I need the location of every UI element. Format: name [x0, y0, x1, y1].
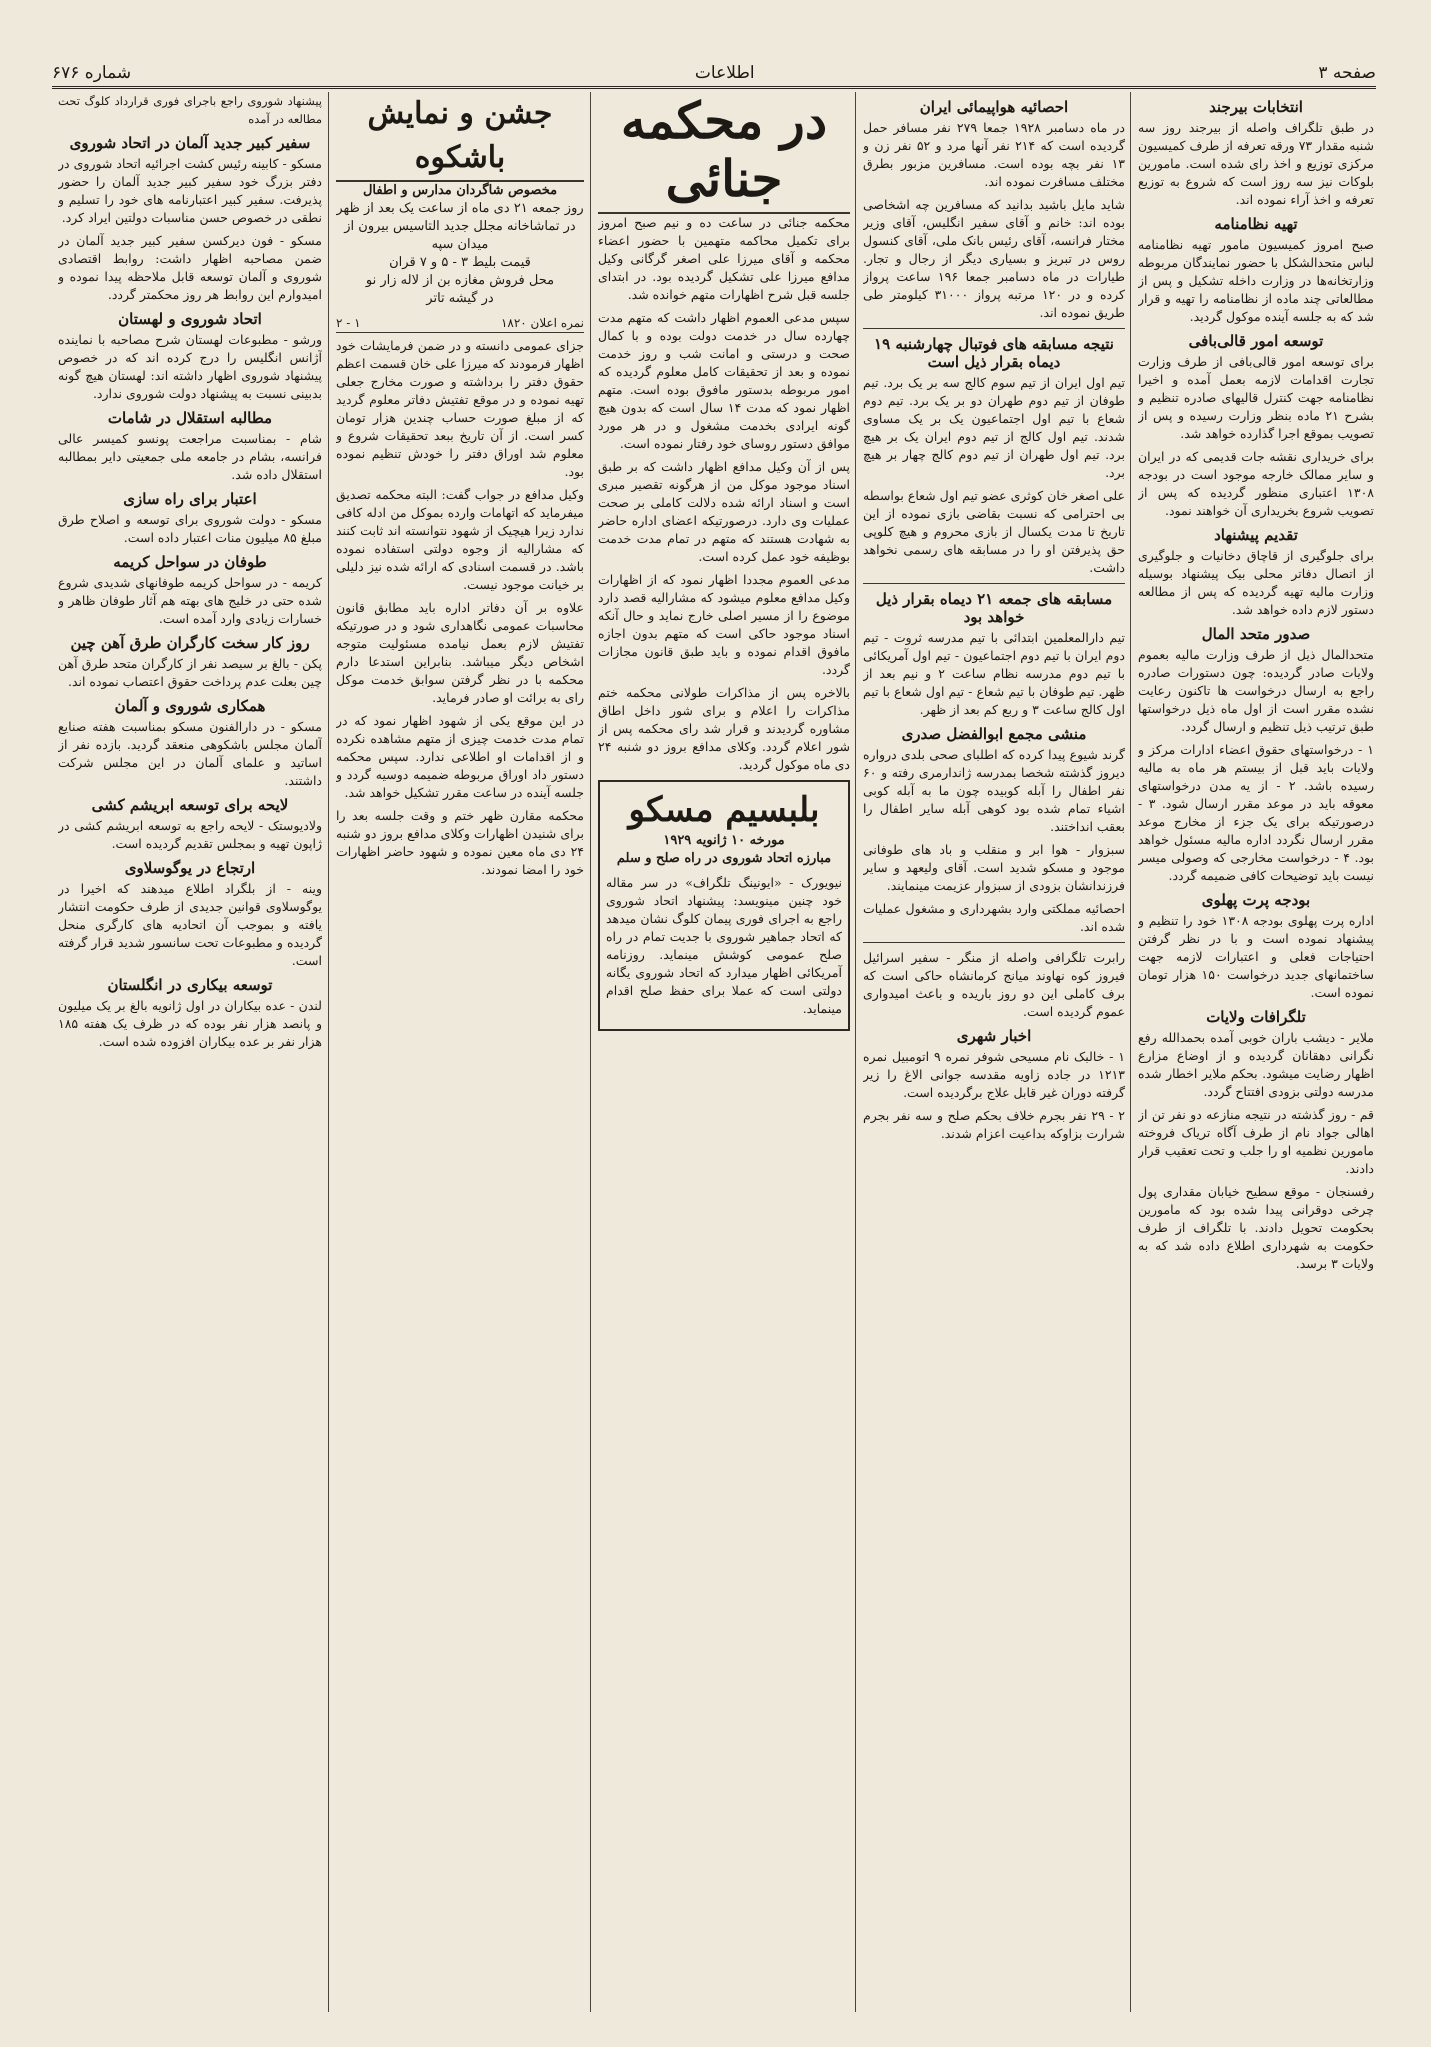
headline: همکاری شوروی و آلمان — [114, 697, 266, 715]
article-text: علاوه بر آن دفاتر اداره باید مطابق قانون محاسبات عمومی نگاهداری شود و در صورتیکه تفتیش لازم بعمل نیامده مسئولیت متوجه اشخاص دیگر میباشد. بنابراین استدعا دارم محکمه با در نظر گرفتن سوابق خدمت موکل رای به برائت او صادر فرماید. — [336, 600, 584, 705]
article-text: مسکو - در دارالفنون مسکو بمناسبت هفته صنایع آلمان مجلس باشکوهی منعقد گردید. بازده نفر از اساتید و علمای آلمان در این مجلس شرکت داشتند. — [58, 719, 322, 788]
newspaper-name: اطلاعات — [694, 63, 755, 83]
article-text: وکیل مدافع در جواب گفت: البته محکمه تصدیق میفرماید که اتهامات وارده بموکل من ادله کافی ندارد زیرا هیچیک از شهود نتوانسته اند ثابت کنند که مشارالیه از وجوه دولتی استفاده نموده باشد. در قسمت اسنادی که ارائه شده نیز دلیلی بر خیانت موجود نیست. — [336, 487, 584, 592]
box-headline: بلبسیم مسکو — [628, 790, 820, 830]
article-text: پس از آن وکیل مدافع اظهار داشت که بر طبق اسناد موجود موکل من از هرگونه تقصیر مبری است و اسناد ارائه شده دلالت کاملی بر صحت عملیات وی دارد. درصورتیکه اعضای اداره حاضر به شهادت هستند که متهم در تمام مدت خدمت بوظیفه خود عمل کرده است. — [598, 459, 850, 564]
ad-headline: جشن و نمایش باشکوه — [336, 92, 584, 182]
article-text: ۱ - درخواستهای حقوق اعضاء ادارات مرکز و ولایات باید قبل از بیستم هر ماه به مالیه رسیده باشد. ۲ - از یه مدن درخواستهای معوقه باید در موعد مقرر ارسال شود. ۳ - درصورتیکه برای یک جزء از مخارج موعد مقرر ارسال نگردد اداره مالیه مسئول خواهد بود. ۴ - درخواست مخارجی که وصولی میسر نیست باید توضیحات کافی ضمیمه گردد. — [1138, 742, 1374, 883]
ad-line: مخصوص شاگردان مدارس و اطفال — [362, 183, 558, 198]
article-text: سپس مدعی العموم اظهار داشت که متهم مدت چهارده سال در خدمت دولت بوده و با کمال صحت و درستی و امانت شب و روز خدمت نموده و بعد از تحقیقات کامل معلوم گردیده که امور مربوطه بدستور مافوق بوده است. متهم اظهار نمود که مدت ۱۴ سال است که بدون هیچ گونه ایرادی بخدمت مشغول و در هر مورد موافق دستور روسای خود رفتار نموده است. — [598, 310, 850, 451]
article-text: شاید مایل باشید بدانید که مسافرین چه اشخاصی بوده اند: خانم و آقای سفیر انگلیس، آقای وزیر مختار فرانسه، آقای رئیس بانک ملی، آقای کنسول روس در تبریز و بسیاری دیگر از رجال و تجار. طیارات در ماه دسامبر جمعا ۱۹۶ ساعت پرواز کرده و در ۱۲۰ مرتبه پرواز ۳۱۰۰۰ کیلومتر طی طریق نموده اند. — [863, 197, 1125, 320]
headline: طوفان در سواحل کریمه — [113, 553, 267, 571]
column-2 — [863, 92, 1125, 2017]
issue-number: شماره ۶۷۶ — [52, 63, 132, 83]
divider — [863, 583, 1125, 584]
headline: توسعه بیکاری در انگلستان — [107, 976, 273, 994]
headline: اعتبار برای راه سازی — [123, 490, 257, 508]
article-text: محکمه جنائی در ساعت ده و نیم صبح امروز برای تکمیل محاکمه متهمین با حضور اعضاء محکمه و آقای میرزا علی اصغر گرگانی وکیل مدافع میرزا علی تشکیل گردیده بود. در ابتدای جلسه قبل شرح اظهارات متهم خوانده شد. — [598, 215, 850, 302]
column-rule — [855, 92, 856, 2012]
headline: ارتجاع در یوگوسلاوی — [124, 859, 256, 877]
article-text: علی اصغر خان کوثری عضو تیم اول شعاع بواسطه بی احترامی که نسبت بقاضی بازی نموده از این تاریخ تا مدت یکسال از بازی محروم و هیچ کلوپی حق پذیرفتن او را در مسابقه های رسمی نخواهد داشت. — [863, 488, 1125, 575]
article-text: شام - بمناسبت مراجعت پونسو کمیسر عالی فرانسه، بشام در جامعه ملی جمعیتی دایر بمطالبه استقلال داده شد. — [58, 431, 322, 482]
page-label: صفحه ۳ — [1318, 63, 1376, 83]
column-4 — [336, 92, 584, 2017]
article-text: گرند شیوع پیدا کرده که اطلبای صحی بلدی درواره دیروز گذشته شخصا بمدرسه ژاندارمری رفته و ۶۰ نفر اطفال را آبله کوبیده چون ما به آبله کوبی اشیاء تمام شده بود کوهی آبله سایر اطفال را بعقب انداختند. — [863, 747, 1125, 834]
column-rule — [590, 92, 591, 2012]
masthead — [52, 60, 1376, 89]
headline: بودجه پرت پهلوی — [1201, 891, 1311, 909]
headline: انتخابات بیرجند — [1209, 98, 1303, 116]
article-text: متحدالمال ذیل از طرف وزارت مالیه بعموم ولایات صادر گردیده: چون دستورات صادره راجع به ارسال درخواست ها تاکنون رعایت نشده مقرر است از اول ماه ذیل درخواستها طبق ترتیب ذیل تنظیم و ارسال گردد. — [1138, 647, 1374, 734]
article-text: لندن - عده بیکاران در اول ژانویه بالغ بر یک میلیون و پانصد هزار نفر بوده که در ظرف یک هفته ۱۸۵ هزار نفر بر عده بیکاران افزوده شده است. — [58, 998, 322, 1049]
article-text: وینه - از بلگراد اطلاع میدهند که اخیرا در یوگوسلاوی قوانین جدیدی از طرف حکومت انتشار یافته و بموجب آن اتحادیه های کارگری منحل گردیده و مطبوعات تحت سانسور شدید قرار گرفته است. — [58, 881, 322, 968]
column-3 — [598, 92, 850, 2017]
news-box — [598, 780, 850, 1031]
article-text: مسکو - دولت شوروی برای توسعه و اصلاح طرق مبلغ ۸۵ میلیون منات اعتبار داده است. — [58, 512, 322, 545]
headline: نتیجه مسابقه های فوتبال چهارشنبه ۱۹ دیماه بقرار ذیل است — [874, 335, 1114, 371]
headline: لایحه برای توسعه ابریشم کشی — [91, 796, 289, 814]
article-text: در ماه دسامبر ۱۹۲۸ جمعا ۲۷۹ نفر مسافر حمل گردیده است که ۲۱۴ نفر آنها مرد و ۵۲ نفر زن و ۱۳ نفر بچه بوده است. مسافرین مزبور بطرق مختلف مسافرت نموده اند. — [863, 120, 1125, 189]
column-1 — [1138, 92, 1374, 2017]
column-rule — [328, 92, 329, 2012]
ad-number: نمره اعلان ۱۸۲۰ — [500, 316, 584, 330]
article-text: برای توسعه امور قالی‌بافی از طرف وزارت تجارت اقدامات لازمه بعمل آمده و اخیرا نظامنامه جهت کنترل قالیهای صادره تنظیم و بشرح ۲۱ ماده بنظر وزارت رسیده و پس از تصویب بموقع اجرا گذارده خواهد شد. — [1138, 354, 1374, 441]
headline: صدور متحد المال — [1201, 625, 1311, 643]
article-text: پیشنهاد شوروی راجع باجرای فوری قرارداد کلوگ تحت مطالعه در آمده — [58, 94, 322, 126]
article-text: در طبق تلگراف واصله از بیرجند روز سه شنبه مقدار ۷۳ ورقه تعرفه از طرف کمیسیون مرکزی توزیع و اخذ رای شده است. مامورین بلوکات نیز سه روز است که شروع به توزیع تعرفه و اخذ آراء نموده اند. — [1138, 120, 1374, 207]
article-text: محکمه مقارن ظهر ختم و وقت جلسه بعد را برای شنیدن اظهارات وکلای مدافع بروز دو شنبه ۲۴ دی ماه معین نموده و شهود حاضر اظهارات خود را امضا نمودند. — [336, 808, 584, 877]
article-text: کریمه - در سواحل کریمه طوفانهای شدیدی شروع شده حتی در خلیج های بهته هم آثار طوفان ظاهر و خسارات زیادی وارد آمده است. — [58, 575, 322, 626]
article-text: در این موقع یکی از شهود اظهار نمود که در تمام مدت خدمت چیزی از متهم مشاهده نکرده و از اقدامات او اطلاعی ندارد. سپس محکمه دستور داد اوراق مربوطه ضمیمه دوسیه گردد و جلسه آینده در ساعت مقرر تشکیل خواهد شد. — [336, 713, 584, 800]
headline: مسابقه های جمعه ۲۱ دیماه بقرار ذیل خواهد بود — [875, 590, 1113, 626]
ad-footer — [336, 314, 584, 333]
article-text: ۲ - ۲۹ نفر بجرم خلاف بحکم صلح و سه نفر بجرم شرارت بزاوکه بداعیت اعزام شدند. — [863, 1108, 1125, 1141]
article-text: مسکو - کابینه رئیس کشت اجرائیه اتحاد شوروی در دفتر بزرگ خود سفیر کبیر جدید آلمان را حضور پذیرفت. سفیر کبیر اعتبارنامه های خود را تسلیم و نطقی در خصوص حسن مناسبات دولتین ایراد کرد. — [58, 156, 322, 225]
article-text: نیویورک - «ایونینگ تلگراف» در سر مقاله خود چنین مینویسد: پیشنهاد اتحاد شوروی راجع به اجرای فوری پیمان کلوگ نشان میدهد که اتحاد جماهیر شوروی با جدیت تمام در راه صلح عمومی کوشش مینماید. روزنامه آمریکائی اظهار میدارد که اتحاد شوروی یگانه دولتی است که عملا برای حفظ صلح اقدام مینماید. — [606, 875, 842, 1016]
ad-line: در تماشاخانه مجلل جدید التاسیس بیرون از میدان سپه — [344, 219, 576, 252]
ad-line: قیمت بلیط ۳ - ۵ و ۷ قران — [389, 255, 531, 270]
headline: تهیه نظامنامه — [1214, 215, 1298, 233]
article-text: بالاخره پس از مذاکرات طولانی محکمه ختم مذاکرات را اعلام و برای شور داخل اطاق مشاوره گردیدند و قرار شد رای محکمه پس از شور اعلام گردد. وکلای مدافع بروز دو شنبه ۲۴ دی ماه موکول گردید. — [598, 685, 850, 772]
headline: سفیر کبیر جدید آلمان در اتحاد شوروی — [69, 134, 311, 152]
article-text: مسکو - فون دیرکسن سفیر کبیر جدید آلمان در ضمن مصاحبه اظهار داشت: روابط اقتصادی شوروی و آلمان توسعه قابل ملاحظه پیدا نموده و امیدوارم این روابط هر روز محکمتر گردد. — [58, 233, 322, 302]
article-text: اداره پرت پهلوی بودجه ۱۳۰۸ خود را تنظیم و پیشنهاد نموده است و با در نظر گرفتن احتیاجات فعلی و اعتبارات لازمه جهت ساختمانهای جدید درخواست ۱۵۰ هزار تومان نموده است. — [1138, 913, 1374, 1000]
article-text: تیم اول ایران از تیم سوم کالج سه بر یک برد. تیم طوفان از تیم دوم طهران دو بر یک برد. تیم دوم شعاع با تیم اول اجتماعیون یک بر یک مساوی شدند. تیم اول کالج از تیم دوم ایران یک بر هیچ برد. تیم اول طهران از تیم دوم کالج چهار بر هیچ برد. — [863, 375, 1125, 480]
article-text: جزای عمومی دانسته و در ضمن فرمایشات خود اظهار فرمودند که میرزا علی خان قسمت اعظم حقوق دفتر را برداشته و صورت مخارج جعلی تهیه نموده و در موقع تفتیش دفاتر معلوم گردید که از مبلغ صورت حساب چندین هزار تومان کسر است. از آن تاریخ ببعد تحقیقات شروع و معلوم شد اوراق دفتر را خودش تنظیم نموده بود. — [336, 338, 584, 479]
ad-line: در گیشه تاتر — [426, 291, 494, 306]
article-text: مدعی العموم مجددا اظهار نمود که از اظهارات وکیل مدافع معلوم میشود که مشارالیه قصد دارد موضوع را از مسیر اصلی خارج نماید و حال آنکه اسناد موجود حاکی است که متهم بدون اجازه مافوق اقدام نموده و باید طبق قانون مجازات گردد. — [598, 572, 850, 677]
article-text: رابرت تلگرافی واصله از منگر - سفیر اسرائیل فیروز کوه نهاوند میانج کرمانشاه حاکی است که برف کاملی این دو روز باریده و باعث امیدواری عموم گردیده است. — [863, 950, 1125, 1019]
article-text: صبح امروز کمیسیون مامور تهیه نظامنامه لباس متحدالشکل با حضور نمایندگان مربوطه وزارتخانه‌ها در وزارت داخله تشکیل و پس از مطالعاتی چند ماده از نظامنامه را تهیه و قرار شد که به جلسه آینده موکول گردید. — [1138, 237, 1374, 324]
ad-line: محل فروش مغازه بن از لاله زار نو — [365, 273, 555, 288]
main-headline: در محکمه جنائی — [598, 92, 850, 214]
article-text: احصائیه مملکتی وارد بشهرداری و مشغول عملیات شده اند. — [863, 901, 1125, 934]
headline: احصائیه هواپیمائی ایران — [919, 98, 1069, 116]
headline: اتحاد شوروی و لهستان — [118, 310, 262, 328]
column-rule — [1130, 92, 1131, 2012]
headline: اخبار شهری — [956, 1027, 1032, 1045]
article-text: ورشو - مطبوعات لهستان شرح مصاحبه با نماینده آژانس انگلیس را درج کرده اند که در خصوص پیشنهاد شوروی اظهار داشته اند: لهستان هیچ گونه بدبینی نسبت به پیشنهاد دولت شوروی ندارد. — [58, 332, 322, 401]
headline: تلگرافات ولایات — [1206, 1008, 1306, 1026]
headline: تقدیم پیشنهاد — [1214, 526, 1298, 544]
headline: روز کار سخت کارگران طرق آهن چین — [70, 634, 310, 652]
article-text: ۱ - خالبک نام مسیحی شوفر نمره ۹ اتومبیل نمره ۱۲۱۳ در جاده زاویه مقدسه جوانی الاغ را زیر گرفته دوران غیر قابل علاج برگردیده است. — [863, 1049, 1125, 1100]
article-text: تیم دارالمعلمین ابتدائی با تیم مدرسه ثروت - تیم دوم ایران با تیم دوم اجتماعیون - تیم اول آمریکائی با تیم دوم مدرسه نظام ساعت ۲ و نیم بعد از ظهر. تیم طوفان با تیم شعاع - تیم اول شعاع با تیم اول کالج ساعت ۳ و ربع کم بعد از ظهر. — [863, 630, 1125, 717]
headline: مطالبه استقلال در شامات — [107, 409, 273, 427]
article-text: برای خریداری نقشه جات قدیمی که در ایران و سایر ممالک خارجه موجود است در بودجه ۱۳۰۸ اعتباری منظور گردیده که پس از تصویب شروع بخریداری آن خواهند نمود. — [1138, 449, 1374, 518]
divider — [863, 328, 1125, 329]
box-date: مورخه ۱۰ ژانویه ۱۹۲۹ — [663, 833, 785, 848]
ad-line: روز جمعه ۲۱ دی ماه از ساعت یک بعد از ظهر — [336, 201, 584, 216]
article-text: قم - روز گذشته در نتیجه منازعه دو نفر تن از اهالی جواد نام از طرف آگاه تریاک فروخته مامورین نظمیه او را جلب و تحت تعقیب قرار دادند. — [1138, 1107, 1374, 1176]
column-5 — [58, 92, 322, 2017]
article-text: برای جلوگیری از قاچاق دخانیات و جلوگیری از اتصال دفاتر محلی بیک پیشنهاد بوسیله وزارت مالیه تهیه گردیده که پس از مطالعه دستور لازم داده خواهد شد. — [1138, 548, 1374, 617]
box-subtitle: مبارزه اتحاد شوروی در راه صلح و سلم — [616, 851, 832, 866]
ad-range: ۱ - ۲ — [336, 316, 361, 330]
article-text: پکن - بالغ بر سیصد نفر از کارگران متحد طرق آهن چین بعلت عدم پرداخت حقوق اعتصاب نموده اند. — [58, 656, 322, 689]
headline: منشی مجمع ابوالفضل صدری — [901, 725, 1087, 743]
article-text: سبزوار - هوا ابر و منقلب و باد های طوفانی موجود و مسکو شدید است. آقای ولیعهد و سایر فرزندانشان بزودی از سبزوار عزیمت مینمایند. — [863, 842, 1125, 893]
article-text: ملایر - دیشب باران خوبی آمده بحمدالله رفع نگرانی دهقانان گردیده و از اوضاع مزارع اظهار رضایت میشود. بحکم ملایر اخطار شده مدرسه دولتی بزودی افتتاح گردد. — [1138, 1030, 1374, 1099]
divider — [863, 942, 1125, 943]
article-text: ولادیوستک - لایحه راجع به توسعه ابریشم کشی در ژاپون تهیه و بمجلس تقدیم گردیده است. — [58, 818, 322, 851]
headline: توسعه امور قالی‌بافی — [1188, 332, 1324, 350]
article-text: رفسنجان - موقع سطیح خیابان مقداری پول چرخی دوقرانی پیدا شده بود که مامورین بحکومت تحویل دادند. با تلگراف از طرف حکومت به شهرداری اطلاع داده شد که به ولایات ۳ برسد. — [1138, 1184, 1374, 1271]
